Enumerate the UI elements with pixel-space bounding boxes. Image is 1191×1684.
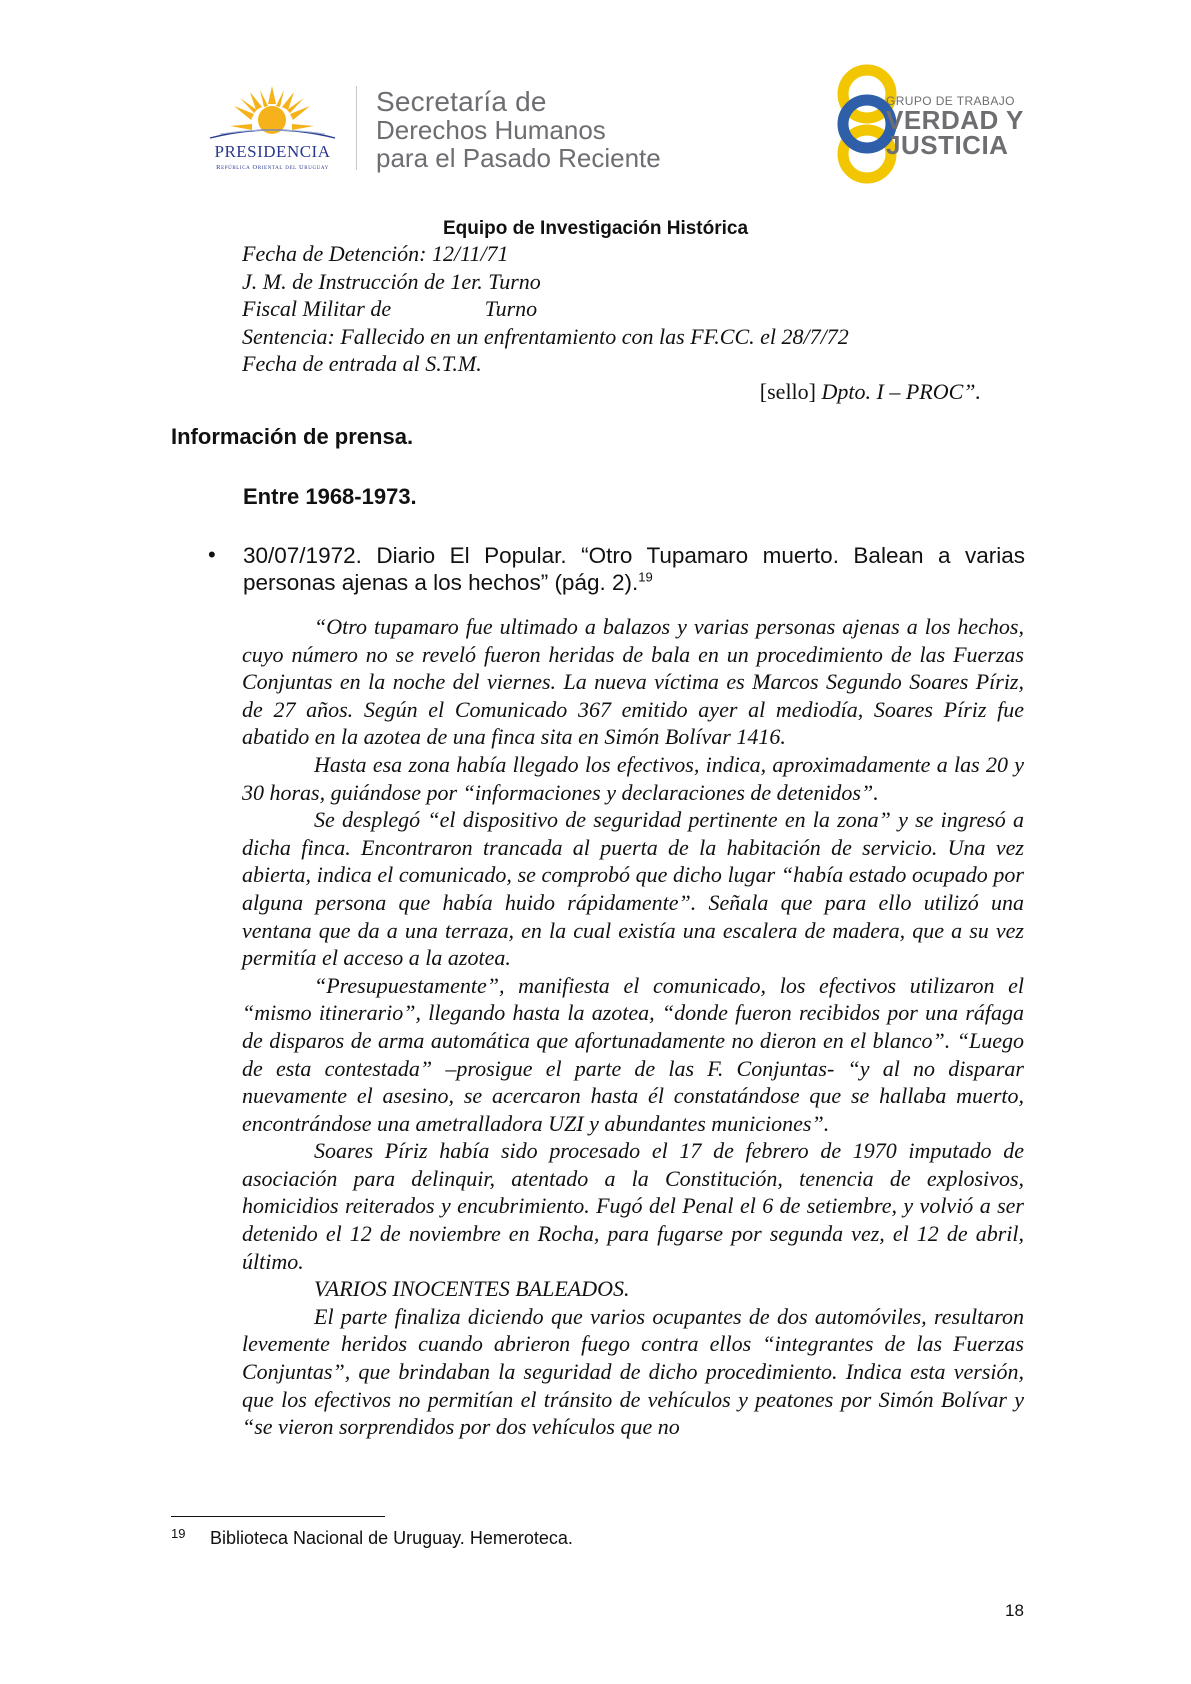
secretaria-line-3: para el Pasado Reciente — [376, 143, 661, 173]
footnote-reference: 19 — [638, 569, 653, 585]
footnote-text: Biblioteca Nacional de Uruguay. Hemeroteca. — [210, 1528, 573, 1548]
detention-line: Fecha de entrada al S.T.M. — [242, 351, 482, 376]
quote-paragraph: El parte finaliza diciendo que varios ocupantes de dos automóviles, resultaron levemente heridos cuando abrieron fuego contra ellos “integrantes de las Fuerzas Conjuntas”, que brindaban la seguridad de dicho procedimiento. Indica esta versión, que los efectivos no permitían el tránsito de vehículos y peatones por Simón Bolívar y “se vieron sorprendidos por dos vehículos que no — [242, 1303, 1024, 1440]
sun-emblem-icon — [190, 82, 355, 142]
sello-bracket: [sello] — [759, 379, 816, 404]
verdad-justicia-logo-text — [886, 94, 1024, 158]
detention-line: Sentencia: Fallecido en un enfrentamiento con las FF.CC. el 28/7/72 — [242, 323, 849, 349]
presidencia-logo — [190, 82, 355, 182]
secretaria-line-1: Secretaría de — [376, 86, 547, 117]
detention-line: Fiscal Militar de Turno — [242, 296, 538, 321]
section-heading: Información de prensa. — [171, 424, 414, 449]
grupo-line-2: VERDAD Y — [886, 105, 1024, 135]
detention-info — [242, 240, 849, 378]
grupo-line-3: JUSTICIA — [886, 130, 1009, 160]
presidencia-lettering: PRESIDENCIA — [214, 142, 331, 161]
quote-paragraph: “Otro tupamaro fue ultimado a balazos y varias personas ajenas a los hechos, cuyo número no se reveló fueron heridas de bala en un procedimiento de las Fuerzas Conjuntas en la noche del viernes. La nueva víctima es Marcos Segundo Soares Píriz, de 27 años. Según el Comunicado 367 emitido ayer al mediodía, Soares Píriz fue abatido en la azotea de una finca sita en Simón Bolívar 1416. — [242, 614, 1024, 750]
republica-lettering: República Oriental del Uruguay — [216, 164, 329, 171]
quote-paragraph: VARIOS INOCENTES BALEADOS. — [314, 1276, 630, 1302]
detention-line: J. M. de Instrucción de 1er. Turno — [242, 268, 541, 294]
quote-paragraph: Se desplegó “el dispositivo de seguridad pertinente en la zona” y se ingresó a dicha finca. Encontraron trancada al puerta de la habitación de servicio. Una vez abierta, indica el comunicado, se comprobó que dicho lugar “había estado ocupado por alguna persona que había huido rápidamente”. Señala que para ello utilizó una ventana que da a una terraza, en la cual existía una escalera de madera, que a su vez permitía el acceso a la azotea. — [242, 807, 1024, 971]
secretaria-logo-text — [376, 88, 661, 172]
footnote-number: 19 — [171, 1526, 186, 1541]
header-divider — [356, 86, 357, 170]
secretaria-line-2: Derechos Humanos — [376, 115, 606, 145]
detention-line: Fecha de Detención: 12/11/71 — [242, 241, 509, 266]
press-quote — [242, 613, 1024, 1441]
quote-paragraph: Hasta esa zona había llegado los efectivos, indica, aproximadamente a las 20 y 30 horas, guiándose por “informaciones y declaraciones de detenidos”. — [242, 751, 1024, 805]
sello-text: Dpto. I – PROC”. — [816, 379, 981, 404]
bullet-text: 30/07/1972. Diario El Popular. “Otro Tupamaro muerto. Balean a varias personas ajenas a los hechos” (pág. 2). — [243, 543, 1025, 595]
bullet-icon: • — [208, 542, 216, 567]
quote-paragraph: “Presupuestamente”, manifiesta el comunicado, los efectivos utilizaron el “mismo itinerario”, llegando hasta la azotea, “donde fueron recibidos por una ráfaga de disparos de arma automática que afortunadamente no dieron en el blanco”. “Luego de esta contestada” –prosigue el parte de las F. Conjuntas- “y al no disparar nuevamente el asesino, se acercaron hasta él constatándose que se hallaba muerto, encontrándose una ametralladora UZI y abundantes municiones”. — [242, 972, 1024, 1136]
grupo-line-1: GRUPO DE TRABAJO — [886, 94, 1015, 108]
team-title: Equipo de Investigación Histórica — [442, 218, 749, 239]
footnote-divider — [171, 1516, 385, 1517]
period-heading: Entre 1968-1973. — [243, 484, 417, 509]
bullet-item — [243, 542, 1025, 596]
page-number: 18 — [1005, 1601, 1024, 1620]
sello-line — [760, 379, 981, 405]
quote-paragraph: Soares Píriz había sido procesado el 17 de febrero de 1970 imputado de asociación para delinquir, atentado a la Constitución, tenencia de explosivos, homicidios reiterados y encubrimiento. Fugó del Penal el 6 de setiembre, y volvió a ser detenido el 12 de noviembre en Rocha, para fugarse por segunda vez, el 12 de abril, último. — [242, 1138, 1024, 1274]
